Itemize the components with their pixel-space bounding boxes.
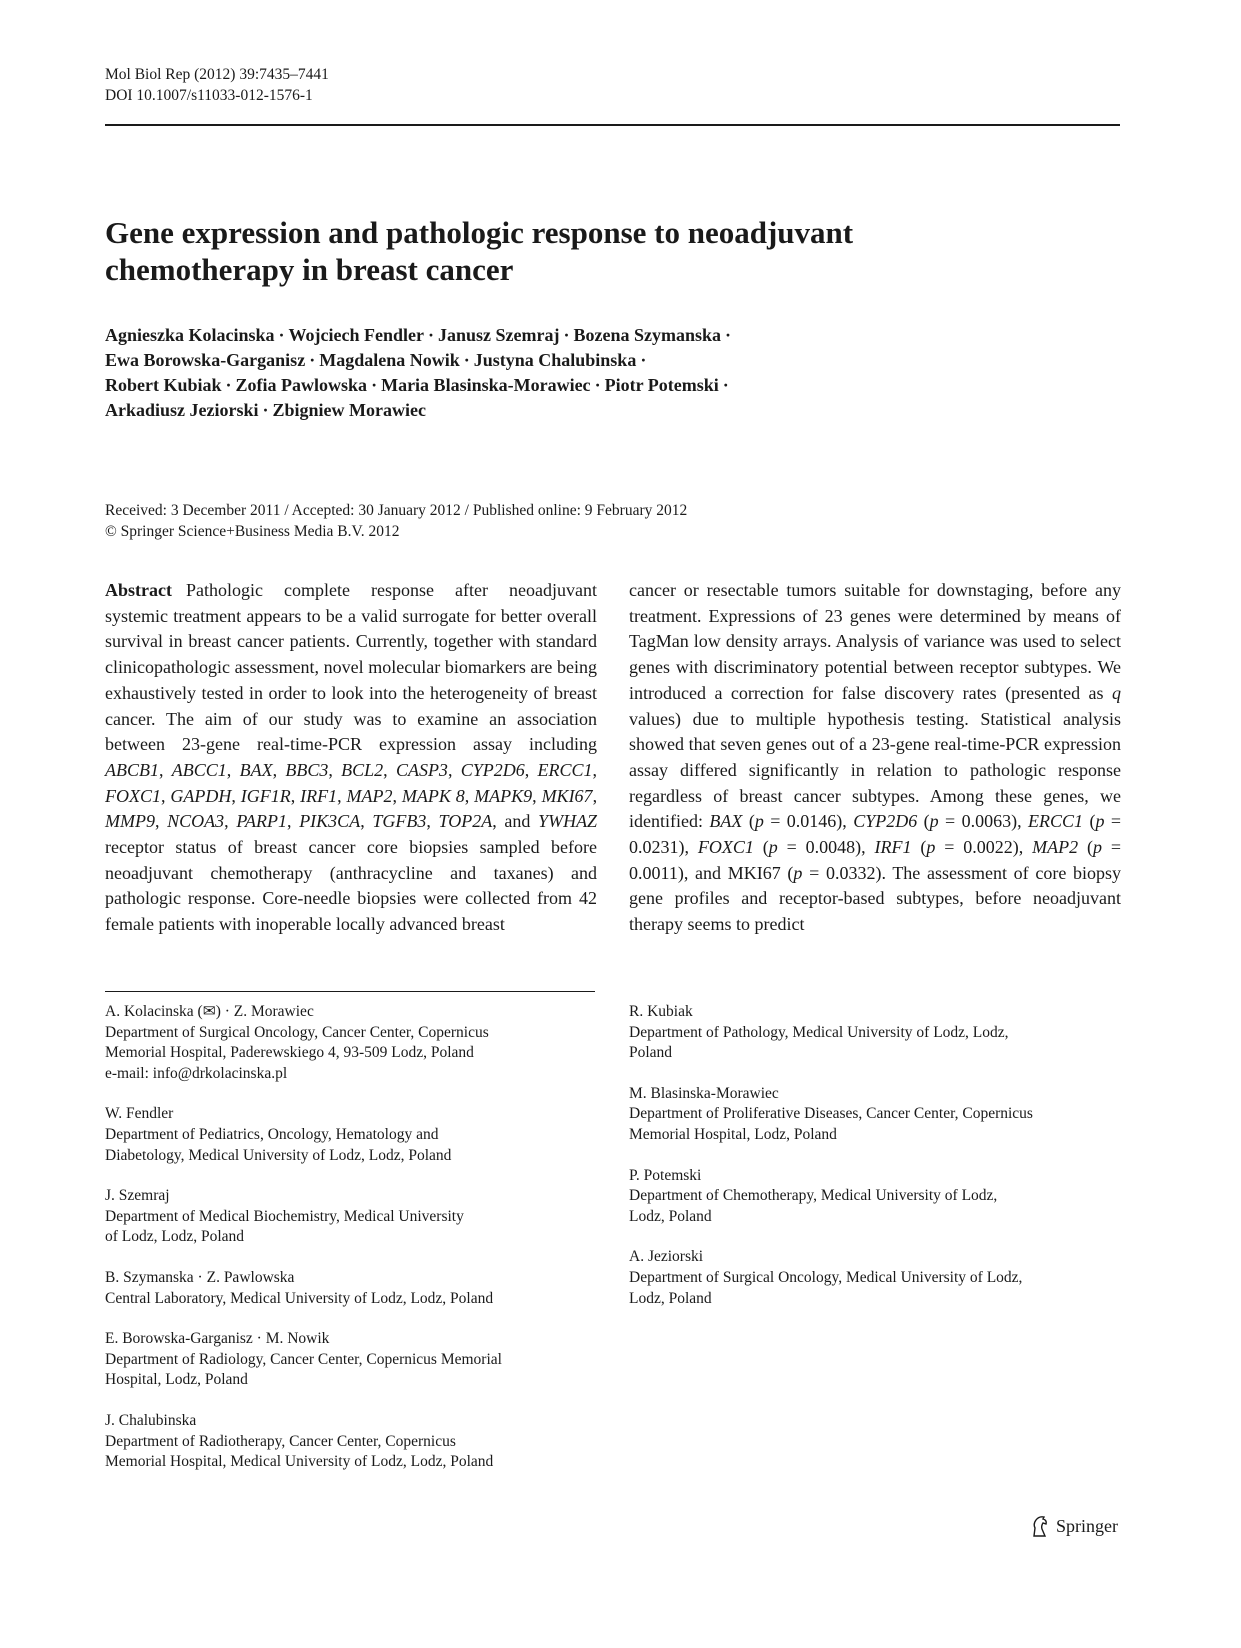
author-separator: · bbox=[371, 375, 378, 395]
author-separator: · bbox=[309, 350, 316, 370]
author-separator: · bbox=[594, 375, 601, 395]
affiliation bbox=[629, 1247, 1121, 1309]
gene-name: BCL2 bbox=[341, 759, 384, 780]
affiliation-names: A. Kolacinska (✉) · Z. Morawiec bbox=[105, 1003, 314, 1020]
author-name[interactable]: Justyna Chalubinska bbox=[473, 350, 637, 370]
affiliation bbox=[105, 1268, 597, 1309]
author-separator: · bbox=[225, 375, 232, 395]
author-separator: · bbox=[722, 375, 729, 395]
footnote-rule bbox=[105, 991, 595, 992]
abstract-text-4: values) due to multiple hypothesis testing. Statistical analysis showed that seven genes out of a 23-gene real-time-PCR expression assay differed significantly in relation to pathologic response regardless of breast cancer subtypes. Among these genes, we identified: bbox=[629, 708, 1121, 832]
affiliation-line: Department of Proliferative Diseases, Cancer Center, Copernicus bbox=[629, 1105, 1033, 1123]
abstract-text-2: receptor status of breast cancer core biopsies sampled before neoadjuvant chemotherapy (anthracycline and taxanes) and pathologic response. Core-needle biopsies were collected from 42 female patients with inoperable locally advanced breast bbox=[105, 837, 597, 935]
abstract-text-3: cancer or resectable tumors suitable for downstaging, before any treatment. Expressions of 23 genes were determined by means of TagMan low density arrays. Analysis of variance was used to select genes with discriminatory potential between receptor subtypes. We introduced a correction for false discovery rates (presented as bbox=[629, 580, 1121, 703]
p-symbol: p bbox=[754, 811, 764, 832]
gene-name: BBC3 bbox=[285, 759, 329, 780]
author-separator: · bbox=[428, 325, 435, 345]
author-line bbox=[105, 373, 1105, 398]
author-separator: · bbox=[640, 350, 647, 370]
finding-item: ERCC1 (p = 0.0231) bbox=[629, 811, 1122, 858]
gene-name: MAPK 8 bbox=[401, 785, 465, 806]
gene-name: GAPDH bbox=[170, 785, 232, 806]
p-symbol: p bbox=[768, 837, 778, 858]
affiliation-line: Department of Chemotherapy, Medical University of Lodz, bbox=[629, 1187, 998, 1205]
finding-item: MAP2 (p = 0.0011) bbox=[629, 837, 1122, 883]
affiliation-line: Memorial Hospital, Medical University of Lodz, Lodz, Poland bbox=[105, 1453, 494, 1471]
gene-name: PIK3CA bbox=[299, 811, 361, 832]
finding-item: BAX (p = 0.0146) bbox=[709, 811, 843, 832]
affiliation-line: Department of Pathology, Medical University of Lodz, Lodz, bbox=[629, 1023, 1009, 1041]
affiliation-names: P. Potemski bbox=[629, 1166, 702, 1184]
affiliation bbox=[105, 1002, 597, 1084]
gene-name: MAPK9 bbox=[474, 785, 533, 806]
author-separator: · bbox=[262, 400, 269, 420]
abstract-left-column bbox=[105, 578, 597, 938]
author-name[interactable]: Wojciech Fendler bbox=[288, 325, 425, 345]
springer-horse-icon bbox=[1030, 1515, 1050, 1537]
author-separator: · bbox=[463, 350, 470, 370]
title-line-1: Gene expression and pathologic response to neoadjuvant bbox=[105, 215, 854, 250]
affiliation-line: Department of Surgical Oncology, Cancer Center, Copernicus bbox=[105, 1023, 489, 1041]
p-value: 0.0332 bbox=[825, 862, 876, 883]
title-line-2: chemotherapy in breast cancer bbox=[105, 252, 514, 287]
gene-name: NCOA3 bbox=[167, 811, 225, 832]
affiliation-line: of Lodz, Lodz, Poland bbox=[105, 1228, 245, 1246]
journal-header bbox=[105, 64, 329, 106]
findings-list: BAX (p = 0.0146), CYP2D6 (p = 0.0063), ERCC1 (p = 0.0231), FOXC1 (p = 0.0048), IRF1 (p = 0.0022), MAP2 (p = 0.0011), and MKI67 (p = 0.0332). bbox=[629, 811, 1122, 883]
p-symbol: p bbox=[1093, 837, 1102, 858]
affiliation-line: Department of Radiology, Cancer Center, Copernicus Memorial bbox=[105, 1350, 502, 1368]
p-symbol: p bbox=[793, 862, 803, 883]
p-value: 0.0063 bbox=[961, 811, 1012, 832]
q-symbol: q bbox=[1112, 682, 1121, 703]
author-separator: · bbox=[725, 325, 732, 345]
gene-name: MKI67 bbox=[541, 785, 593, 806]
author-name[interactable]: Agnieszka Kolacinska bbox=[105, 325, 275, 345]
author-name[interactable]: Zofia Pawlowska bbox=[235, 375, 368, 395]
author-separator: · bbox=[563, 325, 570, 345]
affiliation-line: Department of Medical Biochemistry, Medical University bbox=[105, 1207, 464, 1225]
affiliation-line: Lodz, Poland bbox=[629, 1207, 712, 1225]
affiliation-line: Memorial Hospital, Paderewskiego 4, 93-509 Lodz, Poland bbox=[105, 1044, 474, 1062]
affiliations-right bbox=[629, 1002, 1121, 1329]
affiliation-names: E. Borowska-Garganisz · M. Nowik bbox=[105, 1330, 330, 1348]
gene-name: PARP1 bbox=[236, 811, 288, 832]
gene-name: YWHAZ bbox=[538, 811, 598, 832]
affiliation-names: A. Jeziorski bbox=[629, 1248, 704, 1266]
journal-citation: Mol Biol Rep (2012) 39:7435–7441 bbox=[105, 66, 329, 83]
gene-name: ABCC1 bbox=[171, 759, 227, 780]
affiliation-line: Department of Radiotherapy, Cancer Center, Copernicus bbox=[105, 1432, 456, 1450]
affiliation-names: J. Chalubinska bbox=[105, 1411, 197, 1429]
finding-gene: MKI67 bbox=[727, 862, 781, 883]
author-name[interactable]: Arkadiusz Jeziorski bbox=[105, 400, 259, 420]
affiliations-left bbox=[105, 1002, 597, 1493]
author-separator: · bbox=[278, 325, 285, 345]
p-value: 0.0022 bbox=[963, 837, 1013, 858]
affiliation-line: Department of Pediatrics, Oncology, Hematology and bbox=[105, 1125, 439, 1143]
author-line bbox=[105, 323, 1105, 348]
author-line bbox=[105, 348, 1105, 373]
date-history: Received: 3 December 2011 / Accepted: 30 January 2012 / Published online: 9 February 2012 bbox=[105, 502, 688, 519]
finding-gene: CYP2D6 bbox=[853, 811, 918, 832]
affiliation-line: Poland bbox=[629, 1044, 673, 1062]
gene-name: TOP2A bbox=[438, 811, 493, 832]
publication-dates bbox=[105, 500, 687, 542]
affiliation bbox=[629, 1166, 1121, 1228]
gene-name: ABCB1 bbox=[105, 759, 159, 780]
finding-item: IRF1 (p = 0.0022) bbox=[874, 837, 1019, 858]
finding-item: MKI67 (p = 0.0332) bbox=[727, 862, 882, 883]
p-symbol: p bbox=[926, 837, 936, 858]
gene-name: CYP2D6 bbox=[460, 759, 525, 780]
author-name[interactable]: Piotr Potemski bbox=[604, 375, 719, 395]
author-name[interactable]: Robert Kubiak bbox=[105, 375, 222, 395]
abstract-and: and bbox=[504, 811, 531, 832]
email-line[interactable]: e-mail: info@drkolacinska.pl bbox=[105, 1064, 288, 1082]
affiliation-names: J. Szemraj bbox=[105, 1187, 170, 1205]
affiliation-line: Lodz, Poland bbox=[629, 1289, 712, 1307]
p-value: 0.0011 bbox=[629, 862, 678, 883]
copyright: © Springer Science+Business Media B.V. 2012 bbox=[105, 523, 400, 540]
gene-name: MAP2 bbox=[346, 785, 393, 806]
gene-name: IGF1R bbox=[240, 785, 291, 806]
header-rule bbox=[105, 124, 1120, 126]
abstract-heading: Abstract bbox=[105, 580, 172, 600]
p-value: 0.0146 bbox=[786, 811, 837, 832]
author-line bbox=[105, 398, 1105, 423]
p-value: 0.0231 bbox=[629, 837, 679, 858]
doi[interactable]: DOI 10.1007/s11033-012-1576-1 bbox=[105, 87, 313, 104]
author-name[interactable]: Ewa Borowska-Garganisz bbox=[105, 350, 306, 370]
gene-name: MMP9 bbox=[105, 811, 155, 832]
finding-gene: BAX bbox=[709, 811, 743, 832]
gene-list: ABCB1, ABCC1, BAX, BBC3, BCL2, CASP3, CYP2D6, ERCC1, FOXC1, GAPDH, IGF1R, IRF1, MAP2, MAPK 8, MAPK9, MKI67, MMP9, NCOA3, PARP1, PIK3CA, TGFB3, TOP2A, bbox=[105, 759, 598, 832]
gene-name: CASP3 bbox=[395, 759, 448, 780]
affiliation bbox=[105, 1411, 597, 1473]
p-symbol: p bbox=[1095, 811, 1105, 832]
affiliation-names: W. Fendler bbox=[105, 1105, 174, 1123]
author-name[interactable]: Maria Blasinska-Morawiec bbox=[381, 375, 591, 395]
author-name[interactable]: Bozena Szymanska bbox=[573, 325, 722, 345]
gene-name: ERCC1 bbox=[537, 759, 593, 780]
finding-gene: ERCC1 bbox=[1028, 811, 1084, 832]
gene-name: TGFB3 bbox=[372, 811, 427, 832]
affiliation-line: Central Laboratory, Medical University of Lodz, Lodz, Poland bbox=[105, 1289, 494, 1307]
finding-item: FOXC1 (p = 0.0048) bbox=[697, 837, 862, 858]
p-value: 0.0048 bbox=[805, 837, 856, 858]
gene-name: BAX bbox=[239, 759, 273, 780]
affiliation-line: Memorial Hospital, Lodz, Poland bbox=[629, 1125, 837, 1143]
p-symbol: p bbox=[929, 811, 939, 832]
finding-gene: IRF1 bbox=[874, 837, 912, 858]
author-name[interactable]: Magdalena Nowik bbox=[319, 350, 460, 370]
affiliation-names: M. Blasinska-Morawiec bbox=[629, 1084, 779, 1102]
author-list bbox=[105, 323, 1105, 423]
author-name[interactable]: Zbigniew Morawiec bbox=[272, 400, 427, 420]
finding-gene: FOXC1 bbox=[697, 837, 754, 858]
abstract-text-1: Pathologic complete response after neoadjuvant systemic treatment appears to be a valid surrogate for better overall survival in breast cancer patients. Currently, together with standard clinicopathologic assessment, novel molecular biomarkers are being exhaustively tested in order to look into the heterogeneity of breast cancer. The aim of our study was to examine an association between 23-gene real-time-PCR expression assay including bbox=[105, 580, 597, 755]
affiliation-names: B. Szymanska · Z. Pawlowska bbox=[105, 1268, 295, 1286]
finding-gene: MAP2 bbox=[1032, 837, 1079, 858]
affiliation bbox=[629, 1084, 1121, 1146]
gene-name: FOXC1 bbox=[105, 785, 161, 806]
affiliation-names: R. Kubiak bbox=[629, 1003, 693, 1020]
paper-title bbox=[105, 214, 1065, 288]
affiliation-line: Department of Surgical Oncology, Medical University of Lodz, bbox=[629, 1268, 1023, 1286]
affiliation bbox=[629, 1002, 1121, 1064]
affiliation bbox=[105, 1104, 597, 1166]
affiliation-line: Hospital, Lodz, Poland bbox=[105, 1371, 248, 1389]
publisher-logo bbox=[1030, 1515, 1118, 1537]
publisher-name: Springer bbox=[1056, 1515, 1118, 1536]
affiliation bbox=[105, 1186, 597, 1248]
abstract-right-column bbox=[629, 578, 1121, 938]
finding-item: CYP2D6 (p = 0.0063) bbox=[853, 811, 1018, 832]
affiliation bbox=[105, 1329, 597, 1391]
gene-name: IRF1 bbox=[300, 785, 338, 806]
affiliation-line: Diabetology, Medical University of Lodz, Lodz, Poland bbox=[105, 1146, 452, 1164]
abstract-text-5: The assessment of core biopsy gene profiles and receptor-based subtypes, before neoadjuvant therapy seems to predict bbox=[629, 862, 1122, 935]
author-name[interactable]: Janusz Szemraj bbox=[438, 325, 560, 345]
